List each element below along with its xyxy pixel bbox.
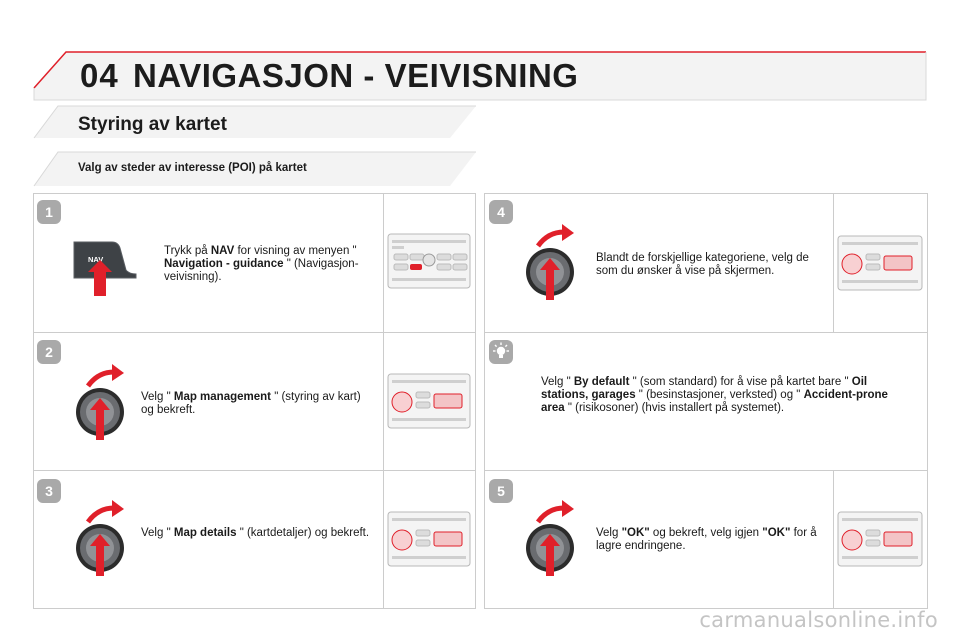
radio-faceplate-image xyxy=(836,510,924,568)
rotary-knob-icon xyxy=(518,500,588,580)
right-row-divider xyxy=(485,332,927,333)
rotary-knob-icon xyxy=(68,364,138,444)
step-2-text: Velg " Map management " (styring av kart) og bekreft. xyxy=(141,391,361,416)
section-title: Styring av kartet xyxy=(78,114,227,135)
rotary-knob-icon xyxy=(518,224,588,304)
nav-key-label: NAV xyxy=(88,255,104,264)
step-badge-5: 5 xyxy=(489,479,513,503)
step-badge-1: 1 xyxy=(37,200,61,224)
nav-button-icon xyxy=(68,238,148,298)
left-row-divider xyxy=(34,470,475,471)
step-badge-3: 3 xyxy=(37,479,61,503)
step-3-text: Velg " Map details " (kartdetaljer) og bekreft. xyxy=(141,527,370,539)
watermark[interactable]: carmanualsonline.info xyxy=(699,608,938,632)
tip-text: Velg " By default " (som standard) for å vise på kartet bare " Oil stations, garages " (besinstasjoner, verksted) og " Accident-prone area " (risikosoner) (hvis installert på systemet). xyxy=(541,376,888,414)
step-4-text: Blandt de forskjellige kategoriene, velg de som du ønsker å vise på skjermen. xyxy=(596,252,809,277)
right-col-divider xyxy=(833,471,834,608)
step-1-text: Trykk på NAV for visning av menyen " Navigation - guidance " (Navigasjon-veivisning). xyxy=(164,245,359,283)
lightbulb-icon xyxy=(489,340,513,364)
radio-faceplate-image xyxy=(386,372,472,430)
right-col-divider xyxy=(833,194,834,332)
radio-faceplate-image xyxy=(836,234,924,292)
chapter-title: NAVIGASJON - VEIVISNING xyxy=(133,57,579,94)
chapter-number: 04 xyxy=(80,57,119,94)
radio-faceplate-image xyxy=(386,232,472,290)
right-row-divider xyxy=(485,470,927,471)
subsection-title: Valg av steder av interesse (POI) på kartet xyxy=(78,162,307,174)
step-badge-2: 2 xyxy=(37,340,61,364)
radio-faceplate-image xyxy=(386,510,472,568)
tip-badge xyxy=(489,340,513,364)
rotary-knob-icon xyxy=(68,500,138,580)
left-col-divider xyxy=(383,194,384,608)
left-row-divider xyxy=(34,332,475,333)
step-badge-4: 4 xyxy=(489,200,513,224)
step-5-text: Velg "OK" og bekreft, velg igjen "OK" for å lagre endringene. xyxy=(596,527,817,552)
